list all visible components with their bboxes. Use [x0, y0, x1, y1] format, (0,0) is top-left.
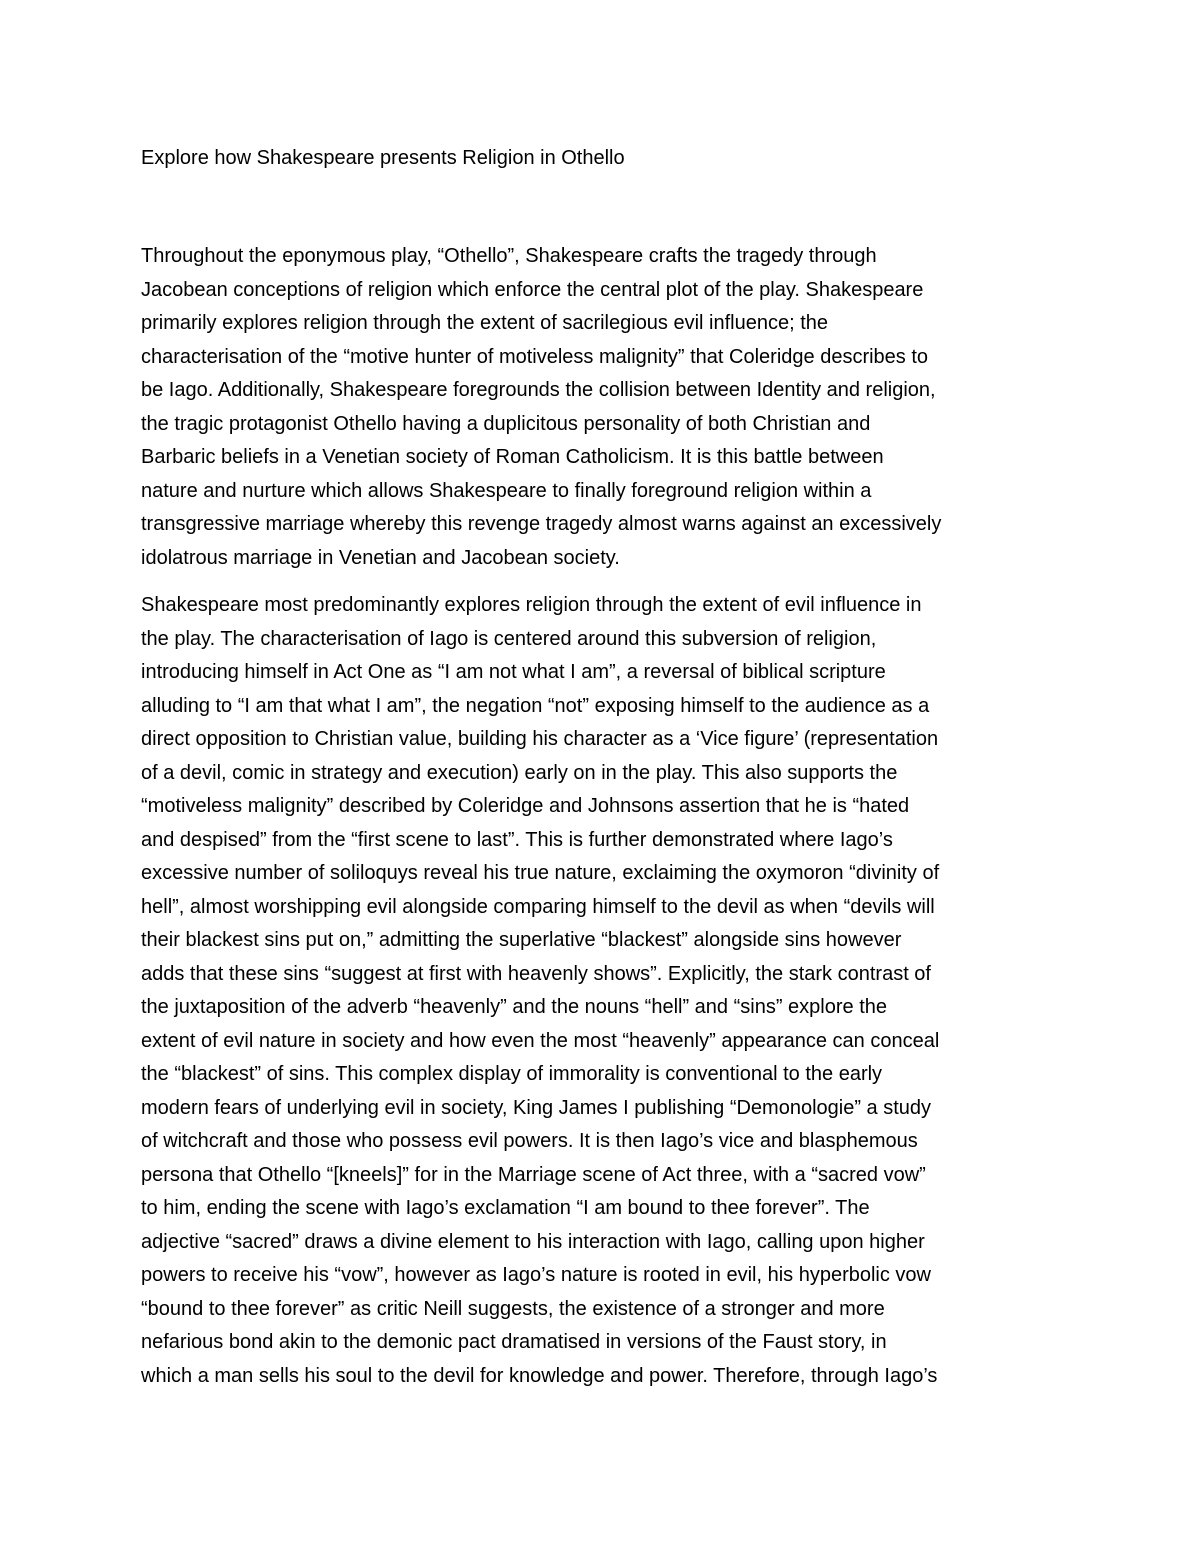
text-line: Shakespeare most predominantly explores religion through the extent of evil influence in: [141, 594, 922, 616]
text-line: primarily explores religion through the extent of sacrilegious evil influence; the: [141, 312, 829, 334]
text-line: nature and nurture which allows Shakespeare to finally foreground religion within a: [141, 479, 872, 502]
paragraph-evil-influence: [141, 589, 1071, 1393]
text-line: extent of evil nature in society and how even the most “heavenly” appearance can conceal: [141, 1029, 940, 1052]
text-line: modern fears of underlying evil in society, King James I publishing “Demonologie” a study: [141, 1096, 932, 1119]
text-line: the play. The characterisation of Iago is centered around this subversion of religion,: [141, 627, 877, 650]
text-line: of a devil, comic in strategy and execution) early on in the play. This also supports the: [141, 761, 898, 784]
essay-title: Explore how Shakespeare presents Religion in Othello: [141, 147, 625, 169]
text-line: the juxtaposition of the adverb “heavenly” and the nouns “hell” and “sins” explore the: [141, 996, 888, 1018]
text-line: alluding to “I am that what I am”, the negation “not” exposing himself to the audience as a: [141, 694, 930, 717]
text-line: Barbaric beliefs in a Venetian society of Roman Catholicism. It is this battle between: [141, 446, 884, 468]
text-line: adjective “sacred” draws a divine element to his interaction with Iago, calling upon higher: [141, 1230, 925, 1253]
text-line: idolatrous marriage in Venetian and Jacobean society.: [141, 546, 620, 569]
text-line: adds that these sins “suggest at first with heavenly shows”. Explicitly, the stark contrast of: [141, 962, 931, 985]
text-line: the “blackest” of sins. This complex display of immorality is conventional to the early: [141, 1063, 883, 1085]
text-line: which a man sells his soul to the devil for knowledge and power. Therefore, through Iago’s: [141, 1364, 938, 1387]
text-line: hell”, almost worshipping evil alongside comparing himself to the devil as when “devils will: [141, 895, 935, 918]
text-line: to him, ending the scene with Iago’s exclamation “I am bound to thee forever”. The: [141, 1197, 870, 1219]
text-line: characterisation of the “motive hunter of motiveless malignity” that Coleridge describes to: [141, 345, 929, 368]
text-line: direct opposition to Christian value, building his character as a ‘Vice figure’ (representation: [141, 728, 939, 750]
text-line: their blackest sins put on,” admitting the superlative “blackest” alongside sins however: [141, 929, 902, 951]
text-line: transgressive marriage whereby this revenge tragedy almost warns against an excessively: [141, 513, 942, 535]
text-line: nefarious bond akin to the demonic pact dramatised in versions of the Faust story, in: [141, 1331, 887, 1353]
text-line: of witchcraft and those who possess evil powers. It is then Iago’s vice and blasphemous: [141, 1130, 918, 1152]
text-line: Throughout the eponymous play, “Othello”, Shakespeare crafts the tragedy through: [141, 245, 877, 267]
text-line: Jacobean conceptions of religion which enforce the central plot of the play. Shakespeare: [141, 278, 924, 301]
text-line: excessive number of soliloquys reveal his true nature, exclaiming the oxymoron “divinity of: [141, 862, 940, 884]
text-line: the tragic protagonist Othello having a duplicitous personality of both Christian and: [141, 412, 871, 435]
paragraph-introduction: [141, 240, 1071, 575]
text-line: powers to receive his “vow”, however as Iago’s nature is rooted in evil, his hyperbolic vow: [141, 1264, 931, 1286]
text-line: “bound to thee forever” as critic Neill suggests, the existence of a stronger and more: [141, 1297, 885, 1320]
text-line: introducing himself in Act One as “I am not what I am”, a reversal of biblical scripture: [141, 661, 886, 683]
text-line: “motiveless malignity” described by Coleridge and Johnsons assertion that he is “hated: [141, 795, 910, 817]
text-line: and despised” from the “first scene to last”. This is further demonstrated where Iago’s: [141, 828, 893, 851]
text-line: be Iago. Additionally, Shakespeare foregrounds the collision between Identity and religion,: [141, 379, 936, 401]
text-line: persona that Othello “[kneels]” for in the Marriage scene of Act three, with a “sacred vow”: [141, 1163, 926, 1186]
